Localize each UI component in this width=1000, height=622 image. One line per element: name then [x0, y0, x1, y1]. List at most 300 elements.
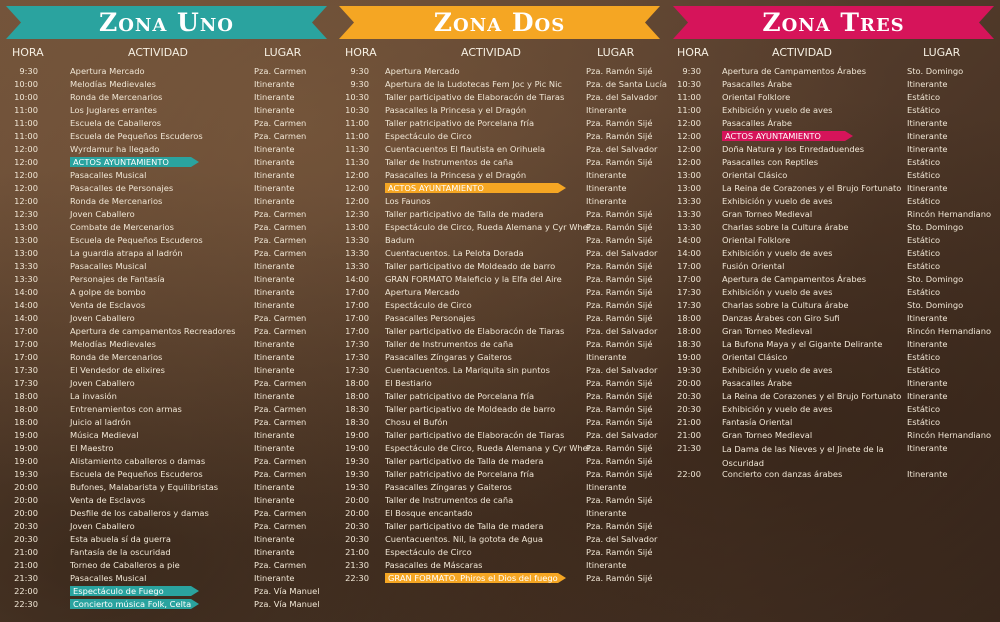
row-place: Estático [907, 170, 941, 180]
row-time: 20:30 [14, 521, 38, 531]
row-activity: Joven Caballero [70, 313, 135, 323]
schedule-row [0, 91, 333, 104]
row-activity: Taller participativo de Talla de madera [385, 521, 544, 531]
schedule-row [667, 377, 1000, 390]
row-place: Pza. Carmen [254, 404, 307, 414]
row-activity: Exhibición y vuelo de aves [722, 404, 833, 414]
row-time: 11:00 [677, 105, 701, 115]
schedule-row [0, 338, 333, 351]
row-place: Itinerante [254, 352, 295, 362]
schedule-row [333, 507, 666, 520]
row-place: Sto. Domingo [907, 222, 964, 232]
schedule-row [667, 416, 1000, 429]
row-time: 14:00 [677, 248, 701, 258]
row-place: Pza. Ramón Sijé [586, 274, 653, 284]
schedule-row [0, 273, 333, 286]
row-activity: Venta de Esclavos [70, 300, 146, 310]
row-activity: Apertura Mercado [385, 66, 460, 76]
row-time: 13:00 [14, 222, 38, 232]
row-place: Estático [907, 92, 941, 102]
schedule-row [0, 130, 333, 143]
row-activity: Charlas sobre la Cultura árabe [722, 222, 849, 232]
row-time: 13:30 [677, 196, 701, 206]
row-activity: GRAN FORMATO. Phiros el Dios del fuego [385, 573, 558, 583]
schedule-row [333, 455, 666, 468]
row-activity: El Bosque encantado [385, 508, 473, 518]
schedule-row [333, 481, 666, 494]
schedule-row [0, 169, 333, 182]
row-place: Itinerante [254, 495, 295, 505]
schedule-row [0, 260, 333, 273]
schedule-row [333, 91, 666, 104]
row-activity: Taller participativo de Elaboracón de Tiaras [385, 326, 565, 336]
row-activity: Danzas Árabes con Giro Sufi [722, 313, 840, 323]
row-place: Estático [907, 365, 941, 375]
schedule-row [667, 130, 1000, 143]
row-time: 17:30 [14, 378, 38, 388]
row-time: 12:00 [14, 170, 38, 180]
schedule-row [667, 234, 1000, 247]
row-time: 14:00 [14, 287, 38, 297]
header-lugar: LUGAR [597, 46, 635, 59]
schedule-row [0, 351, 333, 364]
schedule-row [667, 429, 1000, 442]
row-place: Rincón Hernandiano [907, 430, 992, 440]
row-activity: La Dama de las Nieves y el Jinete de la Oscuridad [722, 444, 884, 468]
row-place: Itinerante [586, 560, 627, 570]
row-activity: Gran Torneo Medieval [722, 326, 813, 336]
row-activity: Melodías Medievales [70, 339, 156, 349]
row-place: Itinerante [254, 105, 295, 115]
row-time: 12:00 [345, 183, 369, 193]
row-place: Itinerante [586, 482, 627, 492]
schedule-row [0, 494, 333, 507]
schedule-row [0, 78, 333, 91]
row-time: 17:30 [677, 287, 701, 297]
schedule-row [333, 117, 666, 130]
row-place: Itinerante [254, 443, 295, 453]
row-place: Pza. Carmen [254, 209, 307, 219]
schedule-row [667, 117, 1000, 130]
row-time: 19:30 [14, 469, 38, 479]
row-time: 9:30 [19, 66, 38, 76]
row-place: Pza. Carmen [254, 326, 307, 336]
row-time: 13:30 [345, 248, 369, 258]
schedule-row [0, 377, 333, 390]
row-time: 11:00 [677, 92, 701, 102]
row-time: 17:30 [677, 300, 701, 310]
schedule-row [0, 559, 333, 572]
row-activity: La Reina de Corazones y el Brujo Fortunato [722, 391, 902, 401]
row-activity: Pasacalles de Personajes [70, 183, 174, 193]
row-activity: Juicio al ladrón [70, 417, 131, 427]
row-activity: La invasión [70, 391, 117, 401]
row-place: Itinerante [254, 391, 295, 401]
row-place: Itinerante [254, 365, 295, 375]
schedule-row [667, 351, 1000, 364]
row-place: Pza. del Salvador [586, 365, 658, 375]
schedule-row [667, 338, 1000, 351]
row-place: Pza. Ramón Sijé [586, 573, 653, 583]
schedule-row [667, 65, 1000, 78]
row-place: Itinerante [254, 482, 295, 492]
schedule-row [333, 286, 666, 299]
schedule-row [0, 325, 333, 338]
row-place: Pza. Ramón Sijé [586, 417, 653, 427]
schedule-row [333, 273, 666, 286]
row-time: 12:30 [14, 209, 38, 219]
schedule-row [667, 143, 1000, 156]
row-place: Pza. Ramón Sijé [586, 131, 653, 141]
schedule-row [0, 65, 333, 78]
row-place: Itinerante [254, 79, 295, 89]
row-activity: Los Faunos [385, 196, 431, 206]
row-activity: Exhibición y vuelo de aves [722, 365, 833, 375]
row-time: 19:30 [677, 365, 701, 375]
row-activity: Exhibición y vuelo de aves [722, 105, 833, 115]
row-time: 19:00 [345, 443, 369, 453]
schedule-row [0, 585, 333, 598]
row-activity: Taller participativo de Moldeado de barro [385, 261, 556, 271]
row-time: 19:00 [14, 443, 38, 453]
schedule-row [333, 143, 666, 156]
row-place: Pza. Carmen [254, 248, 307, 258]
schedule-row [667, 208, 1000, 221]
row-time: 10:30 [345, 92, 369, 102]
row-time: 13:00 [677, 183, 701, 193]
row-place: Pza. Ramón Sijé [586, 456, 653, 466]
row-activity: Joven Caballero [70, 521, 135, 531]
schedule-row [333, 468, 666, 481]
row-time: 14:00 [14, 313, 38, 323]
row-time: 13:00 [677, 170, 701, 180]
row-activity: Pasacalles Zíngaras y Gaiteros [385, 352, 512, 362]
schedule-row [0, 416, 333, 429]
row-place: Pza. del Salvador [586, 326, 658, 336]
row-activity: Entrenamientos con armas [70, 404, 182, 414]
schedule-row [0, 156, 333, 169]
header-hora: HORA [345, 46, 377, 59]
schedule-row [667, 78, 1000, 91]
row-time: 20:30 [677, 404, 701, 414]
row-place: Itinerante [254, 157, 295, 167]
row-activity: Torneo de Caballeros a pie [70, 560, 180, 570]
row-time: 11:30 [345, 144, 369, 154]
row-place: Itinerante [586, 170, 627, 180]
row-activity: Apertura Mercado [70, 66, 145, 76]
row-time: 12:00 [14, 196, 38, 206]
schedule-row [333, 78, 666, 91]
row-time: 20:00 [345, 508, 369, 518]
row-place: Itinerante [907, 443, 948, 453]
row-time: 17:00 [677, 261, 701, 271]
schedule-row [333, 104, 666, 117]
row-activity: Pasacalles con Reptiles [722, 157, 819, 167]
schedule-row [667, 312, 1000, 325]
schedule-row [333, 208, 666, 221]
row-time: 9:30 [350, 79, 369, 89]
zona-dos-column [333, 0, 666, 622]
row-time: 11:00 [345, 118, 369, 128]
schedule-row [333, 247, 666, 260]
row-place: Itinerante [907, 313, 948, 323]
row-place: Pza. Vía Manuel [254, 586, 320, 596]
row-place: Rincón Hernandiano [907, 326, 992, 336]
row-place: Pza. Ramón Sijé [586, 443, 653, 453]
schedule-row [333, 65, 666, 78]
row-place: Itinerante [586, 196, 627, 206]
row-activity: Ronda de Mercenarios [70, 352, 163, 362]
row-activity: Taller participativo de Elaboracón de Tiaras [385, 430, 565, 440]
zona-dos-headers [333, 46, 666, 60]
row-activity: Espectáculo de Circo [385, 547, 472, 557]
row-activity: Taller patricipativo de Porcelana fría [385, 391, 535, 401]
row-place: Pza. del Salvador [586, 248, 658, 258]
row-activity: GRAN FORMATO Maleficio y la Elfa del Aire [385, 274, 562, 284]
zona-dos-banner [339, 6, 660, 39]
row-time: 18:00 [677, 326, 701, 336]
row-time: 19:00 [345, 430, 369, 440]
row-place: Itinerante [254, 92, 295, 102]
row-activity: Taller de Instrumentos de caña [385, 157, 514, 167]
row-place: Estático [907, 404, 941, 414]
row-place: Pza. Carmen [254, 560, 307, 570]
schedule-row [0, 598, 333, 611]
row-time: 20:30 [345, 521, 369, 531]
row-time: 12:00 [14, 183, 38, 193]
row-activity: Joven Caballero [70, 378, 135, 388]
row-time: 12:00 [345, 196, 369, 206]
row-time: 20:30 [677, 391, 701, 401]
row-place: Estático [907, 417, 941, 427]
row-activity: Doña Natura y los Enredaduendes [722, 144, 865, 154]
row-time: 18:00 [677, 313, 701, 323]
row-place: Rincón Hernandiano [907, 209, 992, 219]
schedule-row [0, 117, 333, 130]
row-activity: Chosu el Bufón [385, 417, 448, 427]
zona-uno-banner [6, 6, 327, 39]
row-place: Estático [907, 157, 941, 167]
row-activity: Gran Torneo Medieval [722, 430, 813, 440]
schedule-row [667, 286, 1000, 299]
schedule-row [333, 169, 666, 182]
schedule-row [333, 182, 666, 195]
schedule-row [333, 533, 666, 546]
row-place: Pza. Ramón Sijé [586, 469, 653, 479]
row-time: 14:00 [677, 235, 701, 245]
row-place: Pza. Carmen [254, 378, 307, 388]
schedule-row [333, 351, 666, 364]
row-time: 17:00 [14, 352, 38, 362]
row-place: Itinerante [254, 430, 295, 440]
row-time: 18:00 [345, 378, 369, 388]
row-place: Itinerante [254, 534, 295, 544]
zona-tres-headers [667, 46, 1000, 60]
schedule-row [0, 468, 333, 481]
row-activity: Bufones, Malabarista y Equilibristas [70, 482, 219, 492]
row-activity: Pasacalles Personajes [385, 313, 476, 323]
row-time: 14:00 [14, 300, 38, 310]
row-time: 21:30 [677, 443, 701, 453]
row-time: 17:00 [14, 326, 38, 336]
row-time: 17:00 [345, 313, 369, 323]
row-time: 20:00 [345, 495, 369, 505]
row-time: 19:00 [14, 456, 38, 466]
row-place: Itinerante [907, 183, 948, 193]
row-place: Pza. Ramón Sijé [586, 118, 653, 128]
zona-tres-schedule [667, 65, 1000, 481]
row-time: 17:30 [345, 352, 369, 362]
row-time: 22:00 [14, 586, 38, 596]
row-activity: Pasacalles de Máscaras [385, 560, 483, 570]
row-activity: Concierto con danzas árabes [722, 469, 843, 479]
row-time: 18:00 [14, 417, 38, 427]
row-activity: Los Juglares errantes [70, 105, 157, 115]
row-place: Pza. Ramón Sijé [586, 313, 653, 323]
row-time: 17:00 [345, 300, 369, 310]
row-activity: Oriental Clásico [722, 170, 788, 180]
row-place: Itinerante [254, 144, 295, 154]
row-time: 18:00 [345, 391, 369, 401]
schedule-row [333, 221, 666, 234]
schedule-row [667, 104, 1000, 117]
row-place: Estático [907, 261, 941, 271]
schedule-row [667, 91, 1000, 104]
row-time: 22:00 [677, 469, 701, 479]
row-activity: Badum [385, 235, 415, 245]
row-time: 17:00 [14, 339, 38, 349]
row-activity: Taller de Instrumentos de caña [385, 339, 514, 349]
schedule-row [0, 546, 333, 559]
row-place: Pza. Ramón Sijé [586, 157, 653, 167]
row-activity: Taller participativo de Talla de madera [385, 456, 544, 466]
row-activity: Esta abuela sí da guerra [70, 534, 171, 544]
zona-tres-column [667, 0, 1000, 622]
row-time: 11:00 [14, 131, 38, 141]
row-time: 13:30 [677, 209, 701, 219]
row-place: Pza. Ramón Sijé [586, 378, 653, 388]
row-time: 10:00 [14, 79, 38, 89]
schedule-row [333, 234, 666, 247]
schedule-row [0, 572, 333, 585]
row-place: Sto. Domingo [907, 66, 964, 76]
row-activity: ACTOS AYUNTAMIENTO [722, 131, 845, 141]
row-activity: Escuela de Pequeños Escuderos [70, 235, 203, 245]
row-activity: Pasacalles Árabe [722, 118, 792, 128]
schedule-row [333, 416, 666, 429]
row-activity: Oriental Clásico [722, 352, 788, 362]
row-activity: ACTOS AYUNTAMIENTO [385, 183, 558, 193]
row-time: 21:30 [14, 573, 38, 583]
row-time: 18:00 [14, 404, 38, 414]
row-place: Pza. Carmen [254, 235, 307, 245]
schedule-row [667, 468, 1000, 481]
row-time: 12:00 [677, 118, 701, 128]
row-activity: Pasacalles Zíngaras y Gaiteros [385, 482, 512, 492]
row-place: Itinerante [907, 339, 948, 349]
row-place: Itinerante [907, 118, 948, 128]
row-place: Itinerante [907, 469, 948, 479]
row-time: 11:00 [345, 131, 369, 141]
row-place: Pza. del Salvador [586, 92, 658, 102]
zona-tres-banner [673, 6, 994, 39]
schedule-row [0, 481, 333, 494]
row-activity: ACTOS AYUNTAMIENTO [70, 157, 191, 167]
row-activity: Pasacalles la Princesa y el Dragón [385, 170, 527, 180]
row-time: 12:00 [14, 157, 38, 167]
schedule-row [333, 442, 666, 455]
row-activity: Melodías Medievales [70, 79, 156, 89]
row-place: Pza. del Salvador [586, 430, 658, 440]
row-activity: Pasacalles Árabe [722, 79, 792, 89]
row-place: Itinerante [254, 339, 295, 349]
row-time: 19:30 [345, 482, 369, 492]
row-activity: Espectáculo de Circo [385, 300, 472, 310]
schedule-row [333, 572, 666, 585]
row-place: Pza. Ramón Sijé [586, 300, 653, 310]
row-activity: Espectáculo de Circo, Rueda Alemana y Cyr Whel [385, 443, 591, 453]
row-place: Pza. Ramón Sijé [586, 547, 653, 557]
row-time: 13:30 [345, 235, 369, 245]
row-place: Itinerante [254, 274, 295, 284]
row-activity: Charlas sobre la Cultura árabe [722, 300, 849, 310]
row-activity: El Vendedor de elixires [70, 365, 165, 375]
row-activity: A golpe de bombo [70, 287, 146, 297]
row-place: Itinerante [907, 378, 948, 388]
row-time: 20:00 [677, 378, 701, 388]
row-place: Pza. Carmen [254, 456, 307, 466]
row-activity: Exhibición y vuelo de aves [722, 196, 833, 206]
row-activity: La guardia atrapa al ladrón [70, 248, 183, 258]
schedule-row [0, 455, 333, 468]
row-time: 17:00 [677, 274, 701, 284]
schedule-row [667, 221, 1000, 234]
header-hora: HORA [12, 46, 44, 59]
row-activity: Alistamiento caballeros o damas [70, 456, 206, 466]
schedule-row [0, 312, 333, 325]
row-activity: Fusión Oriental [722, 261, 785, 271]
row-activity: Pasacalles la Princesa y el Dragón [385, 105, 527, 115]
schedule-row [667, 195, 1000, 208]
row-time: 21:00 [345, 547, 369, 557]
row-time: 12:00 [14, 144, 38, 154]
row-time: 19:30 [345, 456, 369, 466]
row-place: Itinerante [586, 352, 627, 362]
schedule-row [0, 104, 333, 117]
schedule-row [333, 403, 666, 416]
row-place: Itinerante [586, 508, 627, 518]
schedule-row [333, 260, 666, 273]
row-place: Pza. Ramón Sijé [586, 261, 653, 271]
row-activity: Combate de Mercenarios [70, 222, 174, 232]
row-activity: Joven Caballero [70, 209, 135, 219]
schedule-row [0, 520, 333, 533]
schedule-row [667, 403, 1000, 416]
row-activity: Pasacalles Musical [70, 573, 147, 583]
row-time: 13:30 [14, 274, 38, 284]
row-place: Pza. Ramón Sijé [586, 209, 653, 219]
header-actividad: ACTIVIDAD [128, 46, 189, 59]
schedule-row [0, 299, 333, 312]
row-time: 11:00 [14, 118, 38, 128]
row-place: Sto. Domingo [907, 300, 964, 310]
row-time: 19:00 [14, 430, 38, 440]
row-place: Pza. Ramón Sijé [586, 495, 653, 505]
zona-uno-headers [0, 46, 333, 60]
schedule-row [333, 390, 666, 403]
row-place: Pza. Carmen [254, 521, 307, 531]
row-activity: Música Medieval [70, 430, 139, 440]
